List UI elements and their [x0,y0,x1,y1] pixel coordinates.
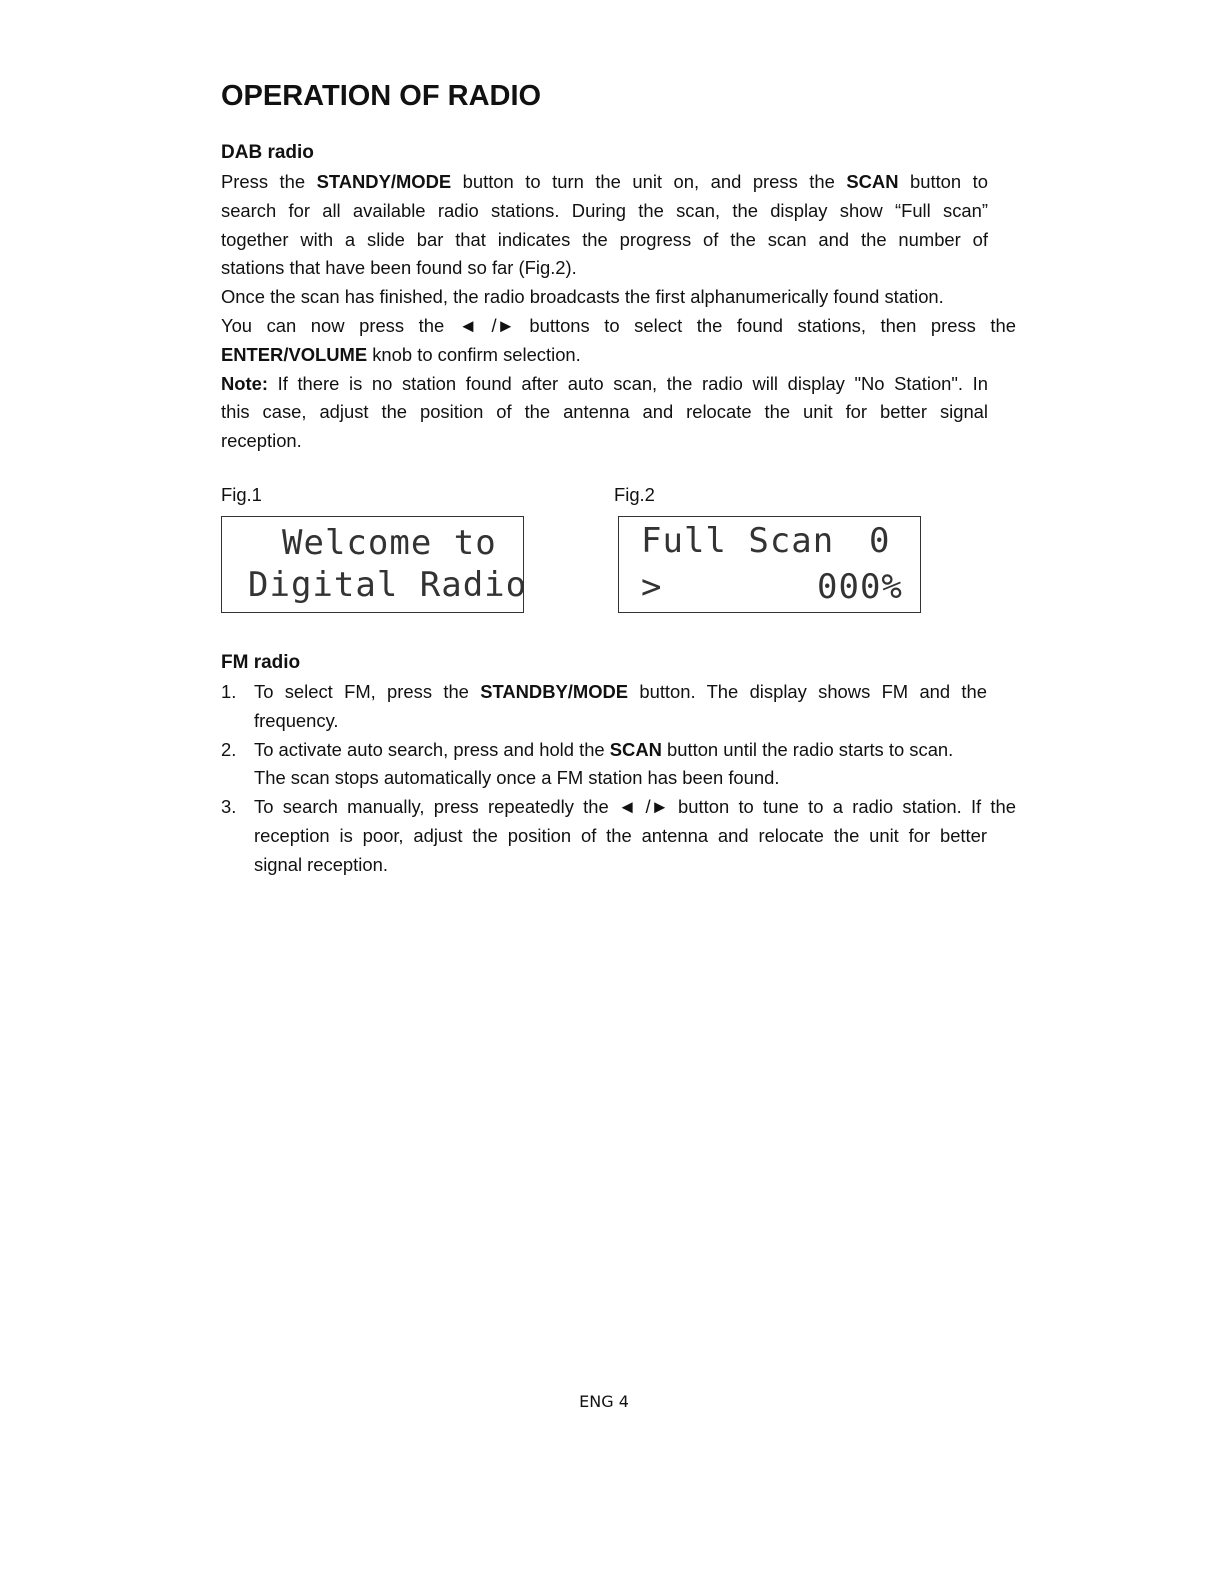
fig2-station-count: 0 [869,521,891,561]
note-label: Note: [221,372,268,394]
fm-item3-line3: signal reception. [254,853,388,875]
fig1-label: Fig.1 [221,484,262,505]
fm-radio-heading: FM radio [221,652,301,673]
dab-p3-line1: You can now press the ◄ /► buttons to select the found stations, then press the [221,314,1016,336]
fm-item3-line1: To search manually, press repeatedly the ◄ /► button to tune to a radio station. If the [254,796,1016,818]
fm-instructions-list [221,678,1016,880]
dab-note-line3: reception. [221,430,302,452]
fig2-label: Fig.2 [614,484,655,505]
enter-volume-label: ENTER/VOLUME [221,343,368,365]
fm-item3-line2: reception is poor, adjust the position of the antenna and relocate the unit for better [254,824,987,846]
dab-p1-line4: stations that have been found so far (Fig.2). [221,257,577,279]
list-item: 1. To select FM, press the STANDBY/MODE button. The display shows FM and the frequency. [221,678,1016,736]
scan-label: SCAN [846,171,899,192]
fig2-lcd-display [618,516,921,613]
list-item: 2. To activate auto search, press and hold the SCAN button until the radio starts to scan. The scan stops automatically once a FM station has been found. [221,736,1016,794]
fig1-line1: Welcome to [282,523,497,563]
dab-radio-heading: DAB radio [221,142,314,163]
fm-item1-line1: To select FM, press the STANDBY/MODE button. The display shows FM and the [254,681,988,702]
page-title: OPERATION OF RADIO [221,80,542,112]
dab-note-line2: this case, adjust the position of the antenna and relocate the unit for better signal [221,401,988,423]
fig1-lcd-display [221,516,528,613]
list-item: 3. To search manually, press repeatedly the ◄ /► button to tune to a radio station. If the reception is poor, adjust the position of the antenna and relocate the unit for better signal reception. [221,793,1016,879]
dab-note-line1: Note: If there is no station found after auto scan, the radio will display "No Station". In [221,372,988,394]
fig1-line2: Digital Radio [248,565,528,605]
fig2-line1: Full Scan [641,521,835,561]
dab-p1-line2: search for all available radio stations. During the scan, the display show “Full scan” [221,199,988,221]
standy-mode-label: STANDY/MODE [316,171,452,192]
fig2-percent: 000% [817,567,903,607]
dab-p1-line1: Press the STANDY/MODE button to turn the unit on, and press the SCAN button to [221,171,988,192]
standby-mode-label: STANDBY/MODE [480,681,629,702]
fm-item2-line1: To activate auto search, press and hold the SCAN button until the radio starts to scan. [254,738,954,760]
dab-p3-line2: ENTER/VOLUME knob to confirm selection. [221,343,581,365]
dab-p1-line3: together with a slide bar that indicates the progress of the scan and the number of [221,228,988,250]
page-number: ENG 4 [579,1392,629,1411]
fm-item2-line2: The scan stops automatically once a FM station has been found. [254,767,780,789]
fm-item1-line2: frequency. [254,709,339,731]
scan-label: SCAN [609,738,662,760]
dab-p2: Once the scan has finished, the radio broadcasts the first alphanumerically found station. [221,286,944,308]
fig2-progress-bar: > [641,567,663,607]
dab-instructions [221,168,1016,456]
